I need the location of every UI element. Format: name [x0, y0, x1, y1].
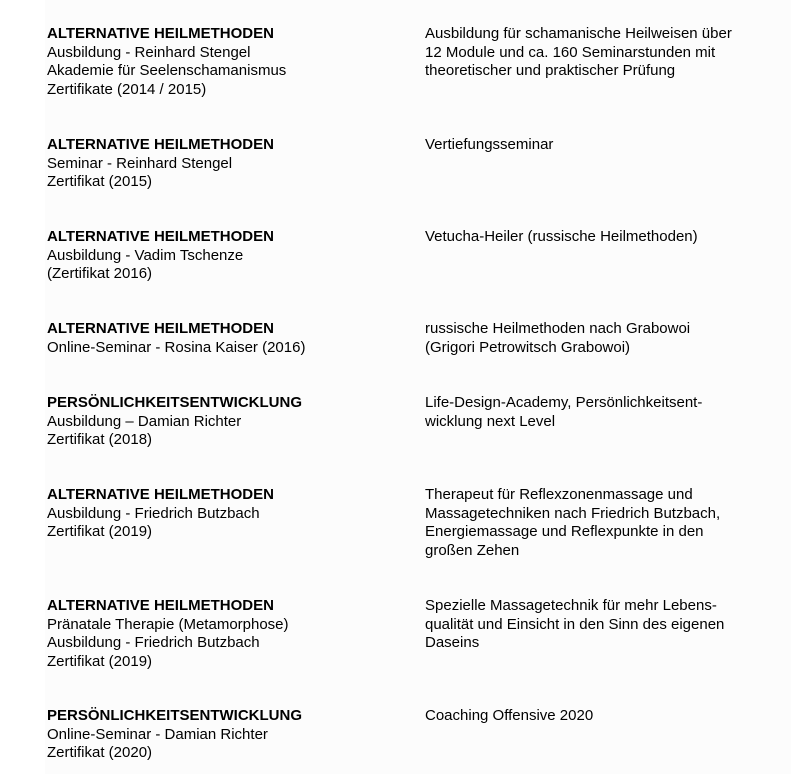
entry-description [425, 228, 775, 284]
entry-category: ALTERNATIVE HEILMETHODEN [47, 25, 274, 42]
description-line: Coaching Offensive 2020 [425, 707, 594, 724]
entry-category: ALTERNATIVE HEILMETHODEN [47, 320, 274, 337]
entry-detail: Online-Seminar - Damian Richter [47, 725, 268, 743]
entry-detail: (Zertifikat 2016) [47, 265, 153, 283]
entry-info [47, 707, 425, 763]
description-line: Spezielle Massagetechnik für mehr Lebens- [425, 597, 717, 614]
entry-description [425, 394, 775, 450]
entry-category: PERSÖNLICHKEITSENTWICKLUNG [47, 707, 302, 724]
entry-detail: Ausbildung - Reinhard Stengel [47, 43, 251, 61]
entry-category: ALTERNATIVE HEILMETHODEN [47, 486, 274, 503]
description-line: Life-Design-Academy, Persönlichkeitsent- [425, 394, 703, 411]
entry-info [47, 25, 425, 99]
entry-description [425, 707, 775, 763]
training-entry [47, 486, 787, 560]
description-line: 12 Module und ca. 160 Seminarstunden mit [425, 43, 716, 61]
entry-description [425, 597, 775, 671]
description-line: großen Zehen [425, 541, 520, 559]
entry-detail: Ausbildung - Vadim Tschenze [47, 246, 244, 264]
entry-category: ALTERNATIVE HEILMETHODEN [47, 136, 274, 153]
entry-description [425, 25, 775, 99]
entry-detail: Pränatale Therapie (Metamorphose) [47, 615, 289, 633]
entry-info [47, 597, 425, 671]
description-line: Daseins [425, 634, 480, 652]
entry-detail: Seminar - Reinhard Stengel [47, 154, 233, 172]
description-line: Massagetechniken nach Friedrich Butzbach, [425, 504, 721, 522]
entry-category: ALTERNATIVE HEILMETHODEN [47, 228, 274, 245]
entry-detail: Akademie für Seelenschamanismus [47, 62, 287, 80]
entry-detail: Zertifikat (2019) [47, 652, 153, 670]
entry-info [47, 320, 425, 357]
entry-detail: Ausbildung - Friedrich Butzbach [47, 504, 260, 522]
entry-detail: Online-Seminar - Rosina Kaiser (2016) [47, 338, 306, 356]
entry-description [425, 486, 775, 560]
description-line: russische Heilmethoden nach Grabowoi [425, 320, 691, 337]
description-line: Therapeut für Reflexzonenmassage und [425, 486, 693, 503]
entry-detail: Zertifikat (2018) [47, 431, 153, 449]
description-line: (Grigori Petrowitsch Grabowoi) [425, 338, 631, 356]
entry-detail: Zertifikat (2015) [47, 173, 153, 191]
training-entry [47, 394, 787, 450]
entry-detail: Zertifikat (2019) [47, 523, 153, 541]
description-line: theoretischer und praktischer Prüfung [425, 62, 676, 80]
description-line: Vetucha-Heiler (russische Heilmethoden) [425, 228, 698, 245]
training-entry [47, 707, 787, 763]
entry-detail: Ausbildung – Damian Richter [47, 412, 242, 430]
description-line: Vertiefungsseminar [425, 136, 554, 153]
entry-detail: Zertifikate (2014 / 2015) [47, 80, 207, 98]
training-entry [47, 320, 787, 357]
training-entry [47, 136, 787, 192]
description-line: Ausbildung für schamanische Heilweisen über [425, 25, 732, 42]
entry-category: PERSÖNLICHKEITSENTWICKLUNG [47, 394, 302, 411]
training-entry [47, 25, 787, 99]
entry-description [425, 320, 775, 357]
entry-info [47, 228, 425, 284]
description-line: wicklung next Level [425, 412, 556, 430]
entry-detail: Zertifikat (2020) [47, 744, 153, 762]
training-entry [47, 597, 787, 671]
entry-info [47, 136, 425, 192]
entry-detail: Ausbildung - Friedrich Butzbach [47, 634, 260, 652]
entry-info [47, 394, 425, 450]
description-line: qualität und Einsicht in den Sinn des eigenen [425, 615, 725, 633]
entry-info [47, 486, 425, 560]
description-line: Energiemassage und Reflexpunkte in den [425, 523, 704, 541]
entry-category: ALTERNATIVE HEILMETHODEN [47, 597, 274, 614]
entry-description [425, 136, 775, 192]
training-entry [47, 228, 787, 284]
